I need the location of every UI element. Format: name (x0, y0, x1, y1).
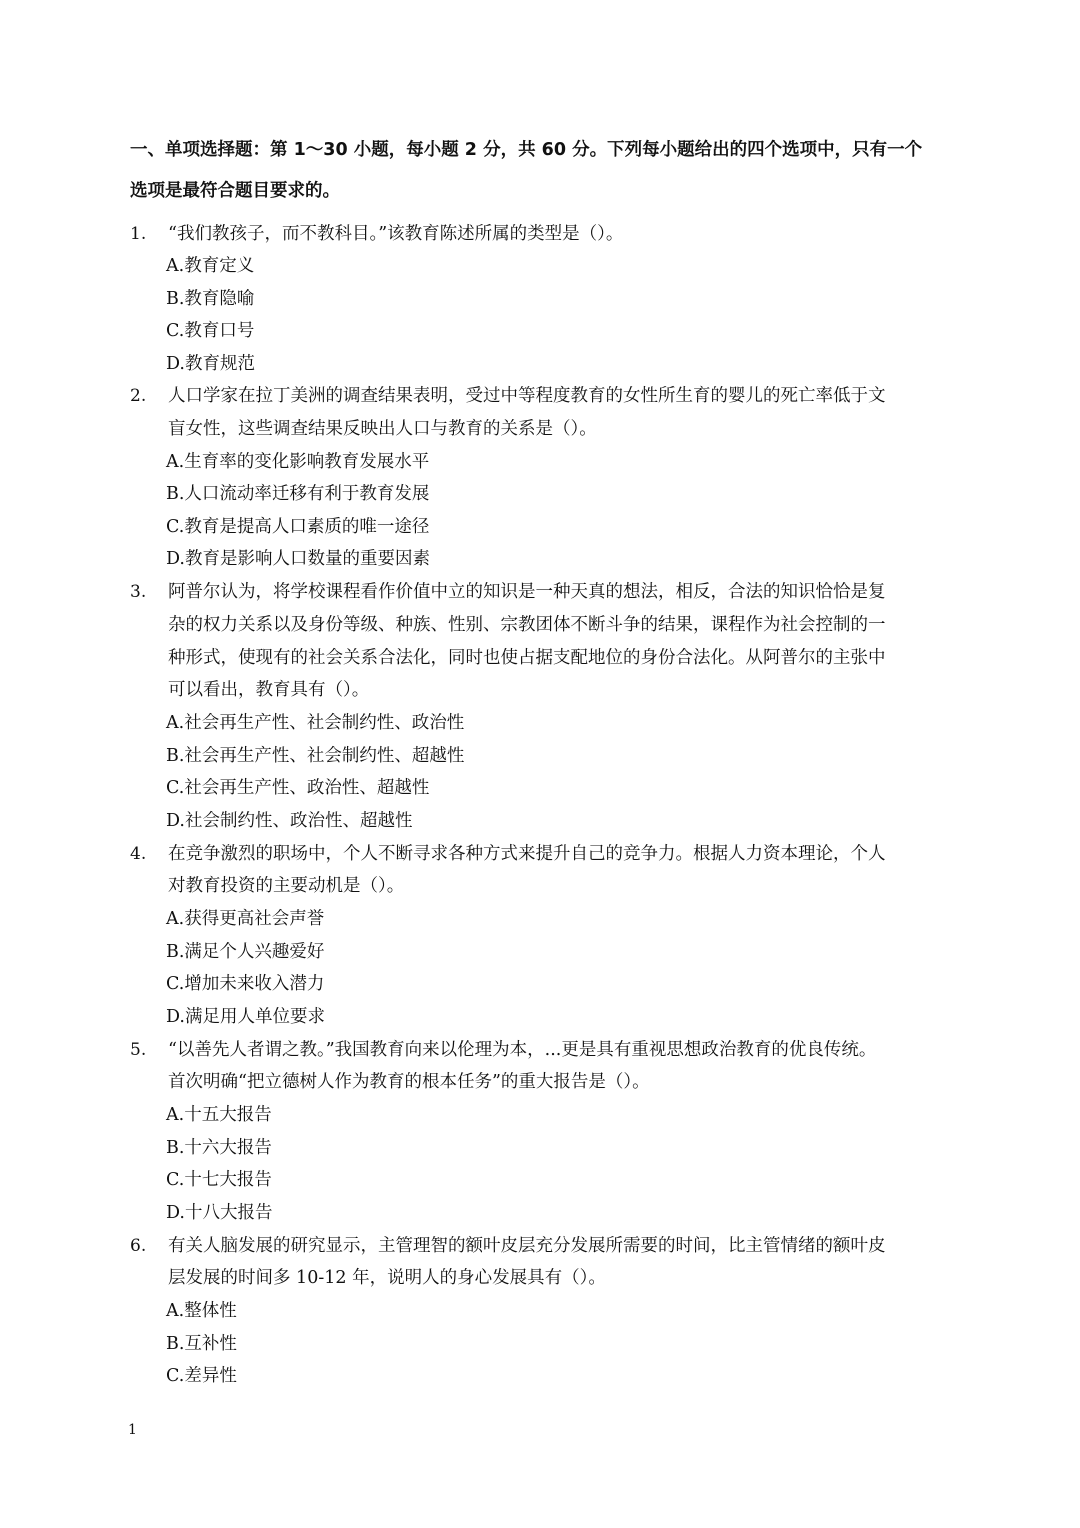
option-b: B.满足个人兴趣爱好 (166, 942, 325, 962)
option-d: D.十八大报告 (166, 1203, 273, 1223)
question-stem-line-2: 层发展的时间多 10-12 年，说明人的身心发展具有（）。 (168, 1268, 606, 1288)
option-d: D.教育规范 (166, 354, 255, 374)
option-a: A.教育定义 (166, 256, 255, 276)
option-c: C.教育口号 (166, 321, 255, 341)
section-heading-line-2: 选项是最符合题目要求的。 (130, 181, 340, 201)
option-b: B.互补性 (166, 1334, 237, 1354)
option-d: D.满足用人单位要求 (166, 1007, 325, 1027)
option-b: B.社会再生产性、社会制约性、超越性 (166, 746, 465, 766)
question-stem-line-2: 杂的权力关系以及身份等级、种族、性别、宗教团体不断斗争的结果，课程作为社会控制的一 (168, 615, 886, 635)
question-number: 5. (130, 1040, 147, 1060)
option-a: A.整体性 (166, 1301, 237, 1321)
question-number: 6. (130, 1236, 147, 1256)
option-b: B.教育隐喻 (166, 289, 255, 309)
question-number: 4. (130, 844, 147, 864)
option-a: A.获得更高社会声誉 (166, 909, 325, 929)
option-a: A.社会再生产性、社会制约性、政治性 (166, 713, 465, 733)
question-number: 2. (130, 386, 147, 406)
option-c: C.增加未来收入潜力 (166, 974, 325, 994)
page-number: 1 (128, 1422, 137, 1438)
question-stem-line-2: 对教育投资的主要动机是（）。 (168, 876, 405, 896)
option-a: A.十五大报告 (166, 1105, 272, 1125)
section-heading-line-1: 一、单项选择题：第 1～30 小题，每小题 2 分，共 60 分。下列每小题给出的四个选项中，只有一个 (130, 140, 923, 160)
question-number: 3. (130, 582, 147, 602)
question-stem-line-1: 有关人脑发展的研究显示，主管理智的额叶皮层充分发展所需要的时间，比主管情绪的额叶皮 (168, 1236, 886, 1256)
question-stem: “我们教孩子，而不教科目。”该教育陈述所属的类型是（）。 (168, 224, 624, 244)
option-c: C.教育是提高人口素质的唯一途径 (166, 517, 430, 537)
option-b: B.人口流动率迁移有利于教育发展 (166, 484, 430, 504)
option-c: C.社会再生产性、政治性、超越性 (166, 778, 430, 798)
option-c: C.十七大报告 (166, 1170, 272, 1190)
question-stem-line-2: 盲女性，这些调查结果反映出人口与教育的关系是（）。 (168, 419, 597, 439)
question-stem-line-1: 阿普尔认为，将学校课程看作价值中立的知识是一种天真的想法，相反，合法的知识恰恰是复 (168, 582, 886, 602)
option-d: D.社会制约性、政治性、超越性 (166, 811, 413, 831)
question-stem-line-4: 可以看出，教育具有（）。 (168, 680, 370, 700)
question-number: 1. (130, 224, 147, 244)
question-stem-line-1: 在竞争激烈的职场中，个人不断寻求各种方式来提升自己的竞争力。根据人力资本理论，个人 (168, 844, 886, 864)
option-a: A.生育率的变化影响教育发展水平 (166, 452, 430, 472)
question-stem-line-1: 人口学家在拉丁美洲的调查结果表明，受过中等程度教育的女性所生育的婴儿的死亡率低于文 (168, 386, 886, 406)
question-stem-line-1: “以善先人者谓之教。”我国教育向来以伦理为本，...更是具有重视思想政治教育的优良传统。 (168, 1040, 877, 1060)
option-b: B.十六大报告 (166, 1138, 272, 1158)
option-c: C.差异性 (166, 1366, 237, 1386)
question-stem-line-2: 首次明确“把立德树人作为教育的根本任务”的重大报告是（）。 (168, 1072, 650, 1092)
option-d: D.教育是影响人口数量的重要因素 (166, 549, 430, 569)
question-stem-line-3: 种形式，使现有的社会关系合法化，同时也使占据支配地位的身份合法化。从阿普尔的主张中 (168, 648, 886, 668)
